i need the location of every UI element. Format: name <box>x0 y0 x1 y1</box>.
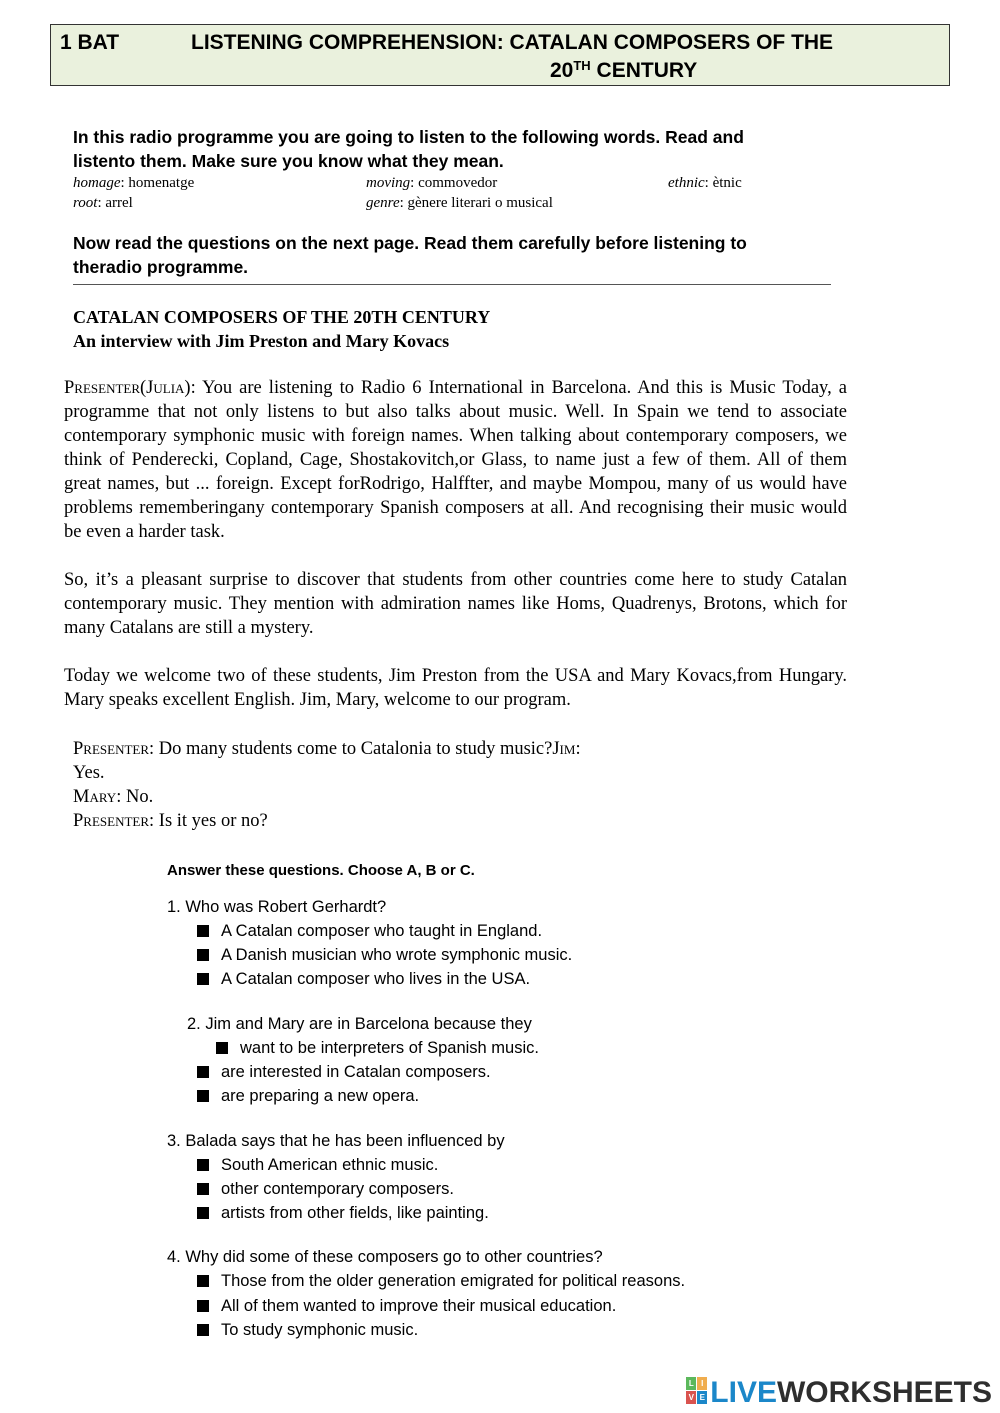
checkbox-square-icon[interactable] <box>216 1042 228 1054</box>
checkbox-square-icon[interactable] <box>197 973 209 985</box>
speaker-label: Presenter(Julia) <box>64 378 191 398</box>
dialogue-line: Mary: No. <box>73 787 154 807</box>
article-paragraph: Today we welcome two of these students, Jim Preston from the USA and Mary Kovacs,from Hungary. Mary speaks excellent English. Jim, Mary, welcome to our program. <box>64 666 847 710</box>
article-paragraph: Presenter(Julia): You are listening to Radio 6 International in Barcelona. And this is Music Today, a programme that not only listens to but also talks about music. Well. In Spain we tend to associate contemporary symphonic music with foreign names. When talking about contemporary composers, we think of Penderecki, Copland, Cage, Shostakovitch,or Glass, to name just a few of them. All of them great names, but ... foreign. Except forRodrigo, Halffter, and maybe Mompou, many of us would have problems rememberingany contemporary Spanish composers at all. And recognising their music would be even a harder task. <box>64 378 847 542</box>
vocab-item: ethnic: ètnic <box>668 175 742 191</box>
answer-option[interactable]: are interested in Catalan composers. <box>197 1060 491 1084</box>
checkbox-square-icon[interactable] <box>197 1275 209 1287</box>
answer-option[interactable]: other contemporary composers. <box>197 1177 454 1201</box>
question-text: 4. Why did some of these composers go to other countries? <box>167 1248 603 1266</box>
checkbox-square-icon[interactable] <box>197 1066 209 1078</box>
answer-option[interactable]: are preparing a new opera. <box>197 1084 419 1108</box>
checkbox-square-icon[interactable] <box>197 1183 209 1195</box>
checkbox-square-icon[interactable] <box>197 1324 209 1336</box>
vocab-item: moving: commovedor <box>366 175 498 191</box>
article-title: CATALAN COMPOSERS OF THE 20TH CENTURY <box>73 307 491 327</box>
article-subtitle: An interview with Jim Preston and Mary Kovacs <box>73 331 450 351</box>
answer-option[interactable]: All of them wanted to improve their musical education. <box>197 1294 616 1318</box>
answer-option[interactable]: Those from the older generation emigrated for political reasons. <box>197 1269 685 1293</box>
answer-option[interactable]: A Catalan composer who lives in the USA. <box>197 967 530 991</box>
answer-option[interactable]: artists from other fields, like painting. <box>197 1201 489 1225</box>
answer-option[interactable]: A Catalan composer who taught in England. <box>197 919 542 943</box>
instruction-text: Now read the questions on the next page. Read them carefully before listening to theradio programme. <box>73 233 747 277</box>
worksheet-title-line2: 20TH CENTURY <box>550 58 698 82</box>
vocab-item: genre: gènere literari o musical <box>366 195 553 211</box>
answer-option[interactable]: To study symphonic music. <box>197 1318 418 1342</box>
answer-option[interactable]: South American ethnic music. <box>197 1153 438 1177</box>
questions-heading: Answer these questions. Choose A, B or C. <box>167 862 475 879</box>
checkbox-square-icon[interactable] <box>197 1090 209 1102</box>
question-text: 3. Balada says that he has been influenced by <box>167 1132 505 1150</box>
question-text: 1. Who was Robert Gerhardt? <box>167 898 387 916</box>
answer-option[interactable]: A Danish musician who wrote symphonic music. <box>197 943 572 967</box>
worksheet-header <box>50 24 950 86</box>
vocab-item: homage: homenatge <box>73 175 195 191</box>
liveworksheets-logo: L I V E LIVEWORKSHEETS <box>686 1376 992 1410</box>
checkbox-square-icon[interactable] <box>197 925 209 937</box>
checkbox-square-icon[interactable] <box>197 949 209 961</box>
vocab-item: root: arrel <box>73 195 133 211</box>
worksheet-title-line1: LISTENING COMPREHENSION: CATALAN COMPOSERS OF THE <box>191 31 834 54</box>
level-label: 1 BAT <box>60 31 120 54</box>
checkbox-square-icon[interactable] <box>197 1300 209 1312</box>
checkbox-square-icon[interactable] <box>197 1159 209 1171</box>
dialogue-line: Yes. <box>73 763 105 783</box>
checkbox-square-icon[interactable] <box>197 1207 209 1219</box>
question-text: 2. Jim and Mary are in Barcelona because they <box>187 1015 532 1033</box>
dialogue-line: Presenter: Do many students come to Catalonia to study music?Jim: <box>73 739 581 759</box>
intro-text: In this radio programme you are going to listen to the following words. Read and listento them. Make sure you know what they mean. <box>73 127 744 171</box>
article-paragraph: So, it’s a pleasant surprise to discover that students from other countries come here to study Catalan contemporary music. They mention with admiration names like Homs, Quadrenys, Brotons, which for many Catalans are still a mystery. <box>64 570 847 638</box>
dialogue-line: Presenter: Is it yes or no? <box>73 811 268 831</box>
divider <box>73 284 831 285</box>
liveworksheets-logo-icon: L I V E <box>686 1377 708 1405</box>
answer-option[interactable]: want to be interpreters of Spanish music. <box>216 1036 539 1060</box>
